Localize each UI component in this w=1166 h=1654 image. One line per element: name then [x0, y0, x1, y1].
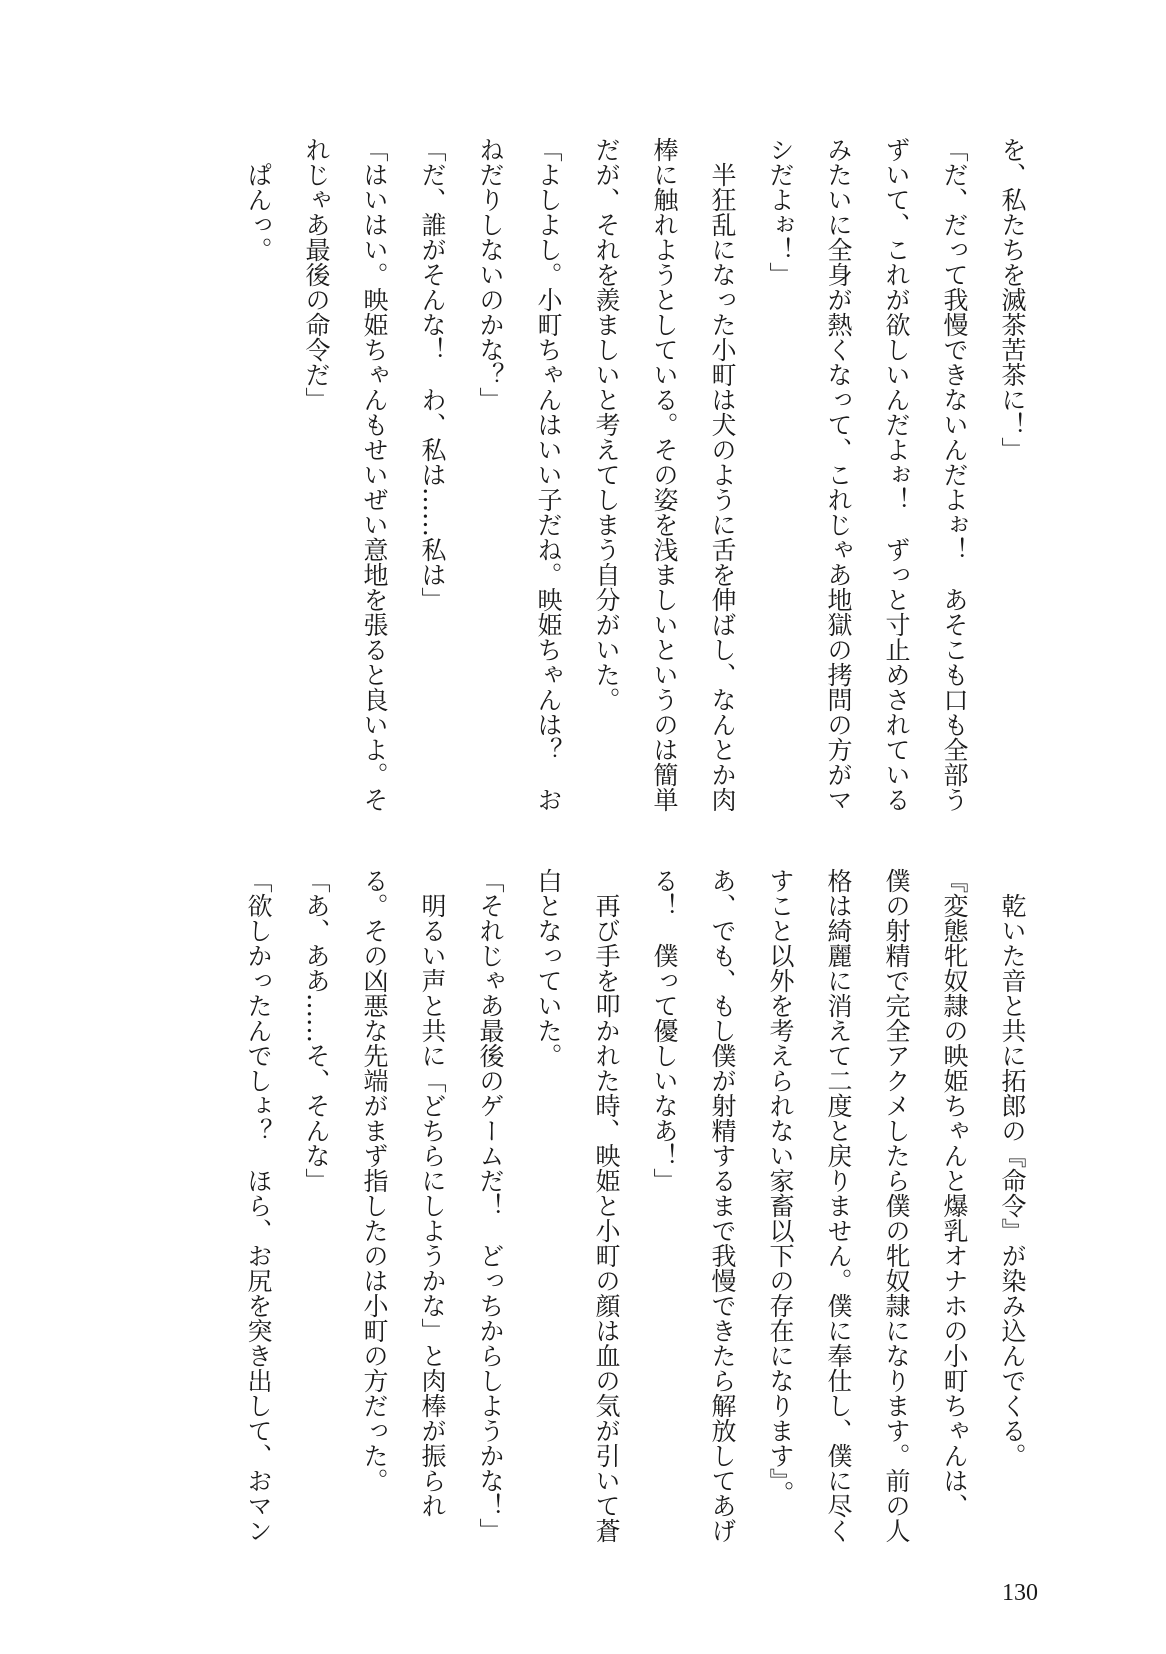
text-line: みたいに全身が熱くなって、これじゃあ地獄の拷問の方がマ: [824, 137, 853, 812]
text-line: 格は綺麗に消えて二度と戻りません。僕に奉仕し、僕に尽く: [824, 868, 853, 1543]
text-line: 半狂乱になった小町は犬のように舌を伸ばし、なんとか肉: [708, 137, 737, 812]
text-line: ずいて、これが欲しいんだよぉ！ ずっと寸止めされている: [882, 137, 911, 812]
lower-text-tier: [229, 868, 1041, 1548]
text-line: だが、それを羨ましいと考えてしまう自分がいた。: [592, 137, 621, 712]
text-line: 「それじゃあ最後のゲームだ！ どっちからしようかな！」: [476, 868, 505, 1543]
upper-text-tier: [229, 137, 1041, 817]
text-line: 乾いた音と共に拓郎の『命令』が染み込んでくる。: [998, 868, 1027, 1468]
text-line: る！ 僕って優しいなあ！」: [650, 868, 679, 1193]
text-line: 再び手を叩かれた時、映姫と小町の顔は血の気が引いて蒼: [592, 868, 621, 1543]
text-line: る。その凶悪な先端がまず指したのは小町の方だった。: [360, 868, 389, 1493]
text-line: あ、でも、もし僕が射精するまで我慢できたら解放してあげ: [708, 868, 737, 1543]
text-line: 「はいはい。映姫ちゃんもせいぜい意地を張ると良いよ。そ: [360, 137, 389, 812]
text-line: 僕の射精で完全アクメしたら僕の牝奴隷になります。前の人: [882, 868, 911, 1543]
page-number: 130: [1002, 1580, 1038, 1606]
text-line: 「だ、だって我慢できないんだよぉ！ あそこも口も全部う: [940, 137, 969, 812]
text-line: 「あ、ああ……そ、そんな」: [302, 868, 331, 1193]
text-line: 「よしよし。小町ちゃんはいい子だね。映姫ちゃんは？ お: [534, 137, 563, 812]
text-line: ぱんっ。: [244, 137, 273, 262]
text-line: シだよぉ！」: [766, 137, 795, 287]
text-line: 「欲しかったんでしょ？ ほら、お尻を突き出して、おマン: [244, 868, 273, 1543]
text-line: れじゃあ最後の命令だ」: [302, 137, 331, 412]
text-line: 『変態牝奴隷の映姫ちゃんと爆乳オナホの小町ちゃんは、: [940, 868, 969, 1518]
text-line: ねだりしないのかな？」: [476, 137, 505, 412]
text-line: 「だ、誰がそんな！ わ、私は……私は」: [418, 137, 447, 612]
text-line: を、私たちを滅茶苦茶に！」: [998, 137, 1027, 462]
text-line: すこと以外を考えられない家畜以下の存在になります』。: [766, 868, 795, 1506]
text-line: 明るい声と共に「どちらにしようかな」と肉棒が振られ: [418, 868, 447, 1518]
text-line: 白となっていた。: [534, 868, 563, 1068]
text-line: 棒に触れようとしている。その姿を浅ましいというのは簡単: [650, 137, 679, 812]
